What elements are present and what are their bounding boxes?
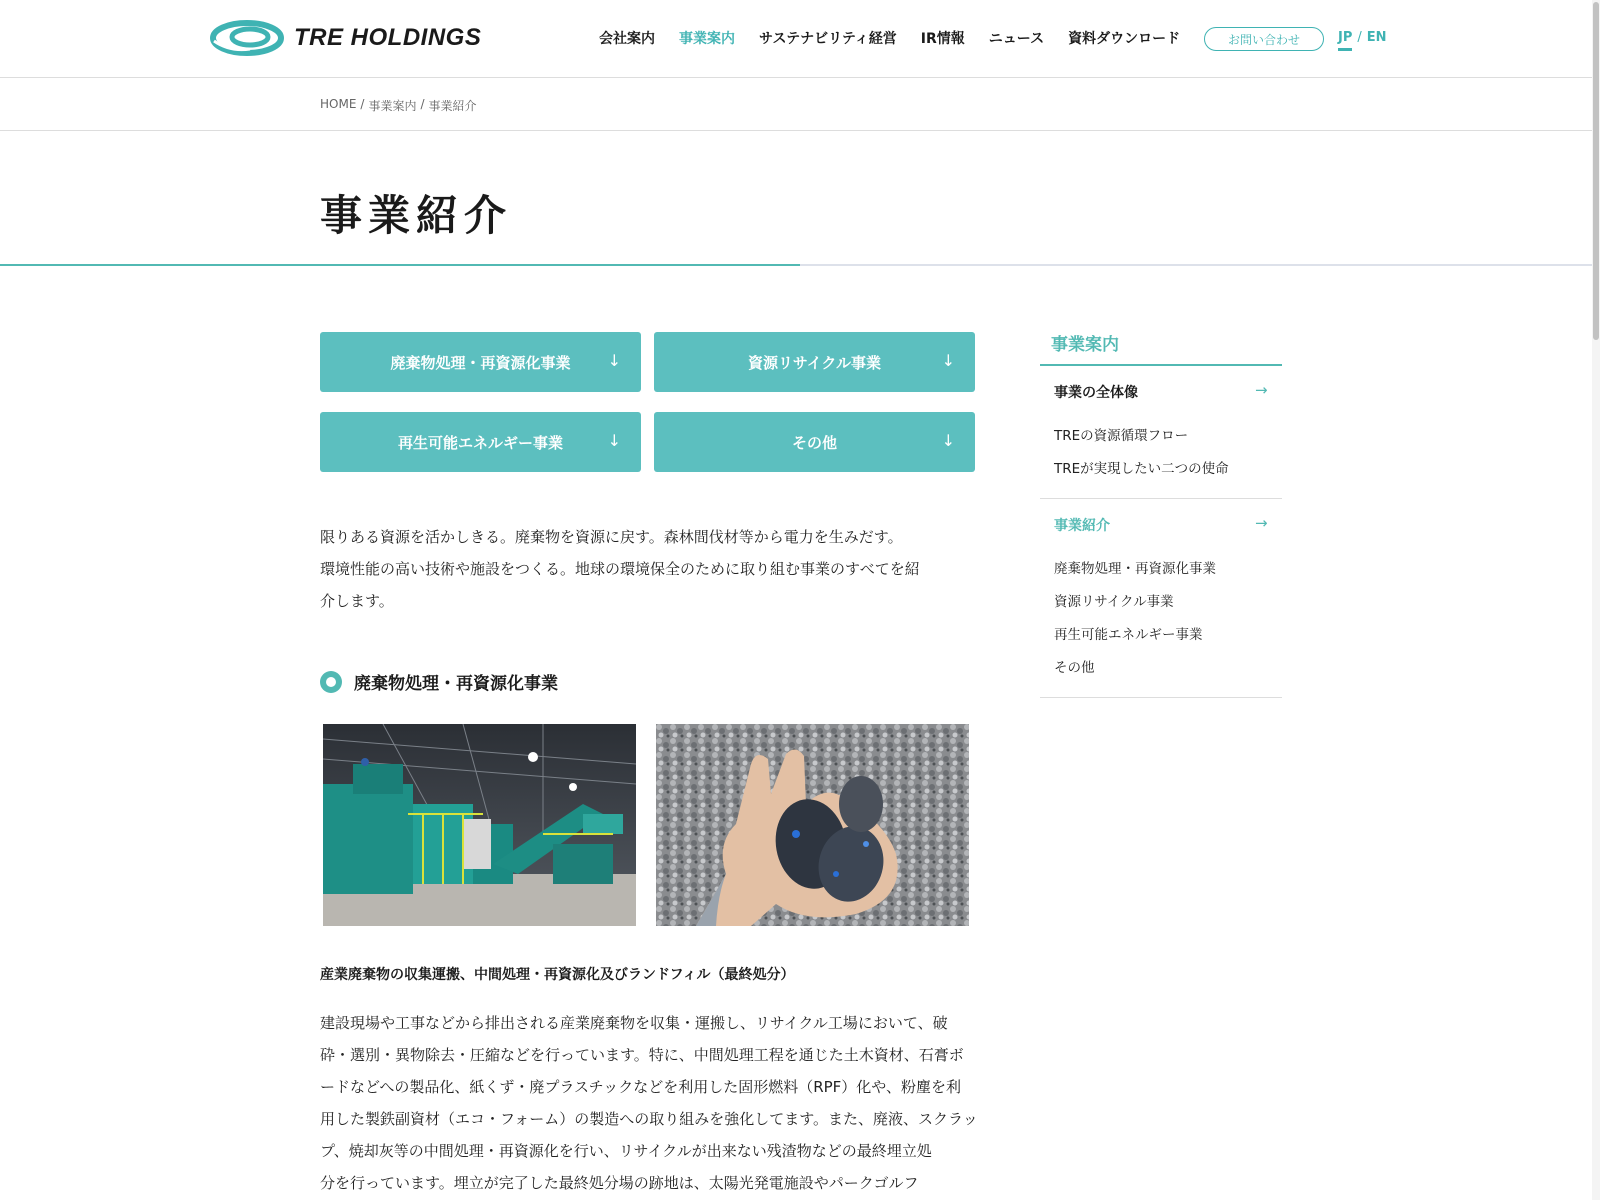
- sidebar-group-business[interactable]: 事業紹介: [1054, 518, 1110, 534]
- sidebar-title[interactable]: 事業案内: [1051, 335, 1119, 355]
- section-heading: [320, 669, 558, 694]
- breadcrumb-business[interactable]: 事業案内: [368, 99, 417, 113]
- logo-text: TRE HOLDINGS: [294, 24, 482, 51]
- section-subheading: 産業廃棄物の収集運搬、中間処理・再資源化及びランドフィル（最終処分）: [320, 967, 795, 983]
- sidebar-link-other[interactable]: その他: [1054, 660, 1095, 676]
- sidebar-link-flow[interactable]: TREの資源循環フロー: [1054, 428, 1189, 444]
- factory-photo: [323, 724, 636, 926]
- intro-text: [320, 521, 980, 617]
- anchor-recycle-button[interactable]: [654, 332, 975, 392]
- lang-jp-link[interactable]: JP: [1338, 30, 1352, 51]
- intro-line: 介します。: [320, 592, 394, 610]
- body-line: プ、焼却灰等の中間処理・再資源化を行い、リサイクルが出来ない残渣物などの最終埋立処: [320, 1142, 932, 1160]
- logo[interactable]: [210, 18, 481, 58]
- nav-company[interactable]: 会社案内: [599, 31, 655, 47]
- sidebar-link-energy[interactable]: 再生可能エネルギー事業: [1054, 627, 1203, 643]
- sidebar-link-mission[interactable]: TREが実現したい二つの使命: [1054, 461, 1229, 477]
- breadcrumb-bar: [0, 78, 1600, 131]
- intro-line: 環境性能の高い技術や施設をつくる。地球の環境保全のために取り組む事業のすべてを紹: [320, 560, 920, 578]
- nav-business[interactable]: 事業案内: [679, 31, 735, 47]
- sidebar-link-recycle[interactable]: 資源リサイクル事業: [1054, 594, 1174, 610]
- page-title: 事業紹介: [320, 191, 513, 240]
- logo-mark-icon: [210, 18, 284, 58]
- sidebar-link-waste[interactable]: 廃棄物処理・再資源化事業: [1054, 561, 1216, 577]
- anchor-waste-button[interactable]: [320, 332, 641, 392]
- nav-news[interactable]: ニュース: [988, 31, 1045, 47]
- nav-ir[interactable]: IR情報: [920, 31, 965, 47]
- body-line: 建設現場や工事などから排出される産業廃棄物を収集・運搬し、リサイクル工場において、破: [320, 1014, 948, 1032]
- arrow-down-icon: ↓: [941, 351, 955, 370]
- breadcrumb-home[interactable]: HOME: [320, 97, 357, 111]
- arrow-right-icon[interactable]: →: [1255, 381, 1268, 399]
- main-nav: [599, 28, 1204, 48]
- title-divider-accent: [0, 264, 800, 266]
- sidebar-group-overview[interactable]: 事業の全体像: [1054, 385, 1138, 401]
- arrow-down-icon: ↓: [607, 351, 621, 370]
- anchor-other-button[interactable]: [654, 412, 975, 472]
- circle-bullet-icon: [320, 671, 342, 693]
- body-line: ードなどへの製品化、紙くず・廃プラスチックなどを利用した固形燃料（RPF）化や、粉塵を利: [320, 1078, 962, 1096]
- body-line: 砕・選別・異物除去・圧縮などを行っています。特に、中間処理工程を通じた土木資材、石膏ボ: [320, 1046, 964, 1064]
- material-hand-photo: [656, 724, 969, 926]
- intro-line: 限りある資源を活かしきる。廃棄物を資源に戻す。森林間伐材等から電力を生みだす。: [320, 528, 903, 546]
- anchor-label: 資源リサイクル事業: [748, 353, 881, 372]
- anchor-label: 廃棄物処理・再資源化事業: [390, 353, 571, 372]
- nav-sustainability[interactable]: サステナビリティ経営: [759, 31, 897, 47]
- contact-button[interactable]: お問い合わせ: [1204, 27, 1324, 51]
- anchor-energy-button[interactable]: [320, 412, 641, 472]
- nav-download[interactable]: 資料ダウンロード: [1068, 31, 1181, 47]
- site-header: [0, 0, 1600, 78]
- body-line: 用した製鉄副資材（エコ・フォーム）の製造への取り組みを強化してます。また、廃液、スクラッ: [320, 1110, 978, 1128]
- breadcrumb-separator: /: [420, 97, 425, 111]
- sidebar-title-divider: [1040, 364, 1282, 366]
- breadcrumb-current: 事業紹介: [428, 99, 477, 113]
- section-body: [320, 1007, 982, 1199]
- section-title: 廃棄物処理・再資源化事業: [354, 674, 558, 694]
- body-line: 分を行っています。埋立が完了した最終処分場の跡地は、太陽光発電施設やパークゴルフ: [320, 1174, 919, 1192]
- anchor-label: 再生可能エネルギー事業: [397, 433, 563, 452]
- arrow-down-icon: ↓: [607, 431, 621, 450]
- sidebar-divider: [1040, 498, 1282, 499]
- breadcrumb-separator: /: [360, 97, 365, 111]
- anchor-label: その他: [791, 433, 837, 452]
- breadcrumb: [320, 97, 477, 114]
- scrollbar-thumb[interactable]: [1593, 2, 1599, 340]
- page-scrollbar[interactable]: [1592, 0, 1600, 1200]
- lang-separator: /: [1357, 30, 1362, 45]
- arrow-right-icon[interactable]: →: [1255, 514, 1268, 532]
- lang-en-link[interactable]: EN: [1366, 30, 1387, 45]
- language-switch: [1338, 30, 1387, 51]
- sidebar-divider: [1040, 697, 1282, 698]
- arrow-down-icon: ↓: [941, 431, 955, 450]
